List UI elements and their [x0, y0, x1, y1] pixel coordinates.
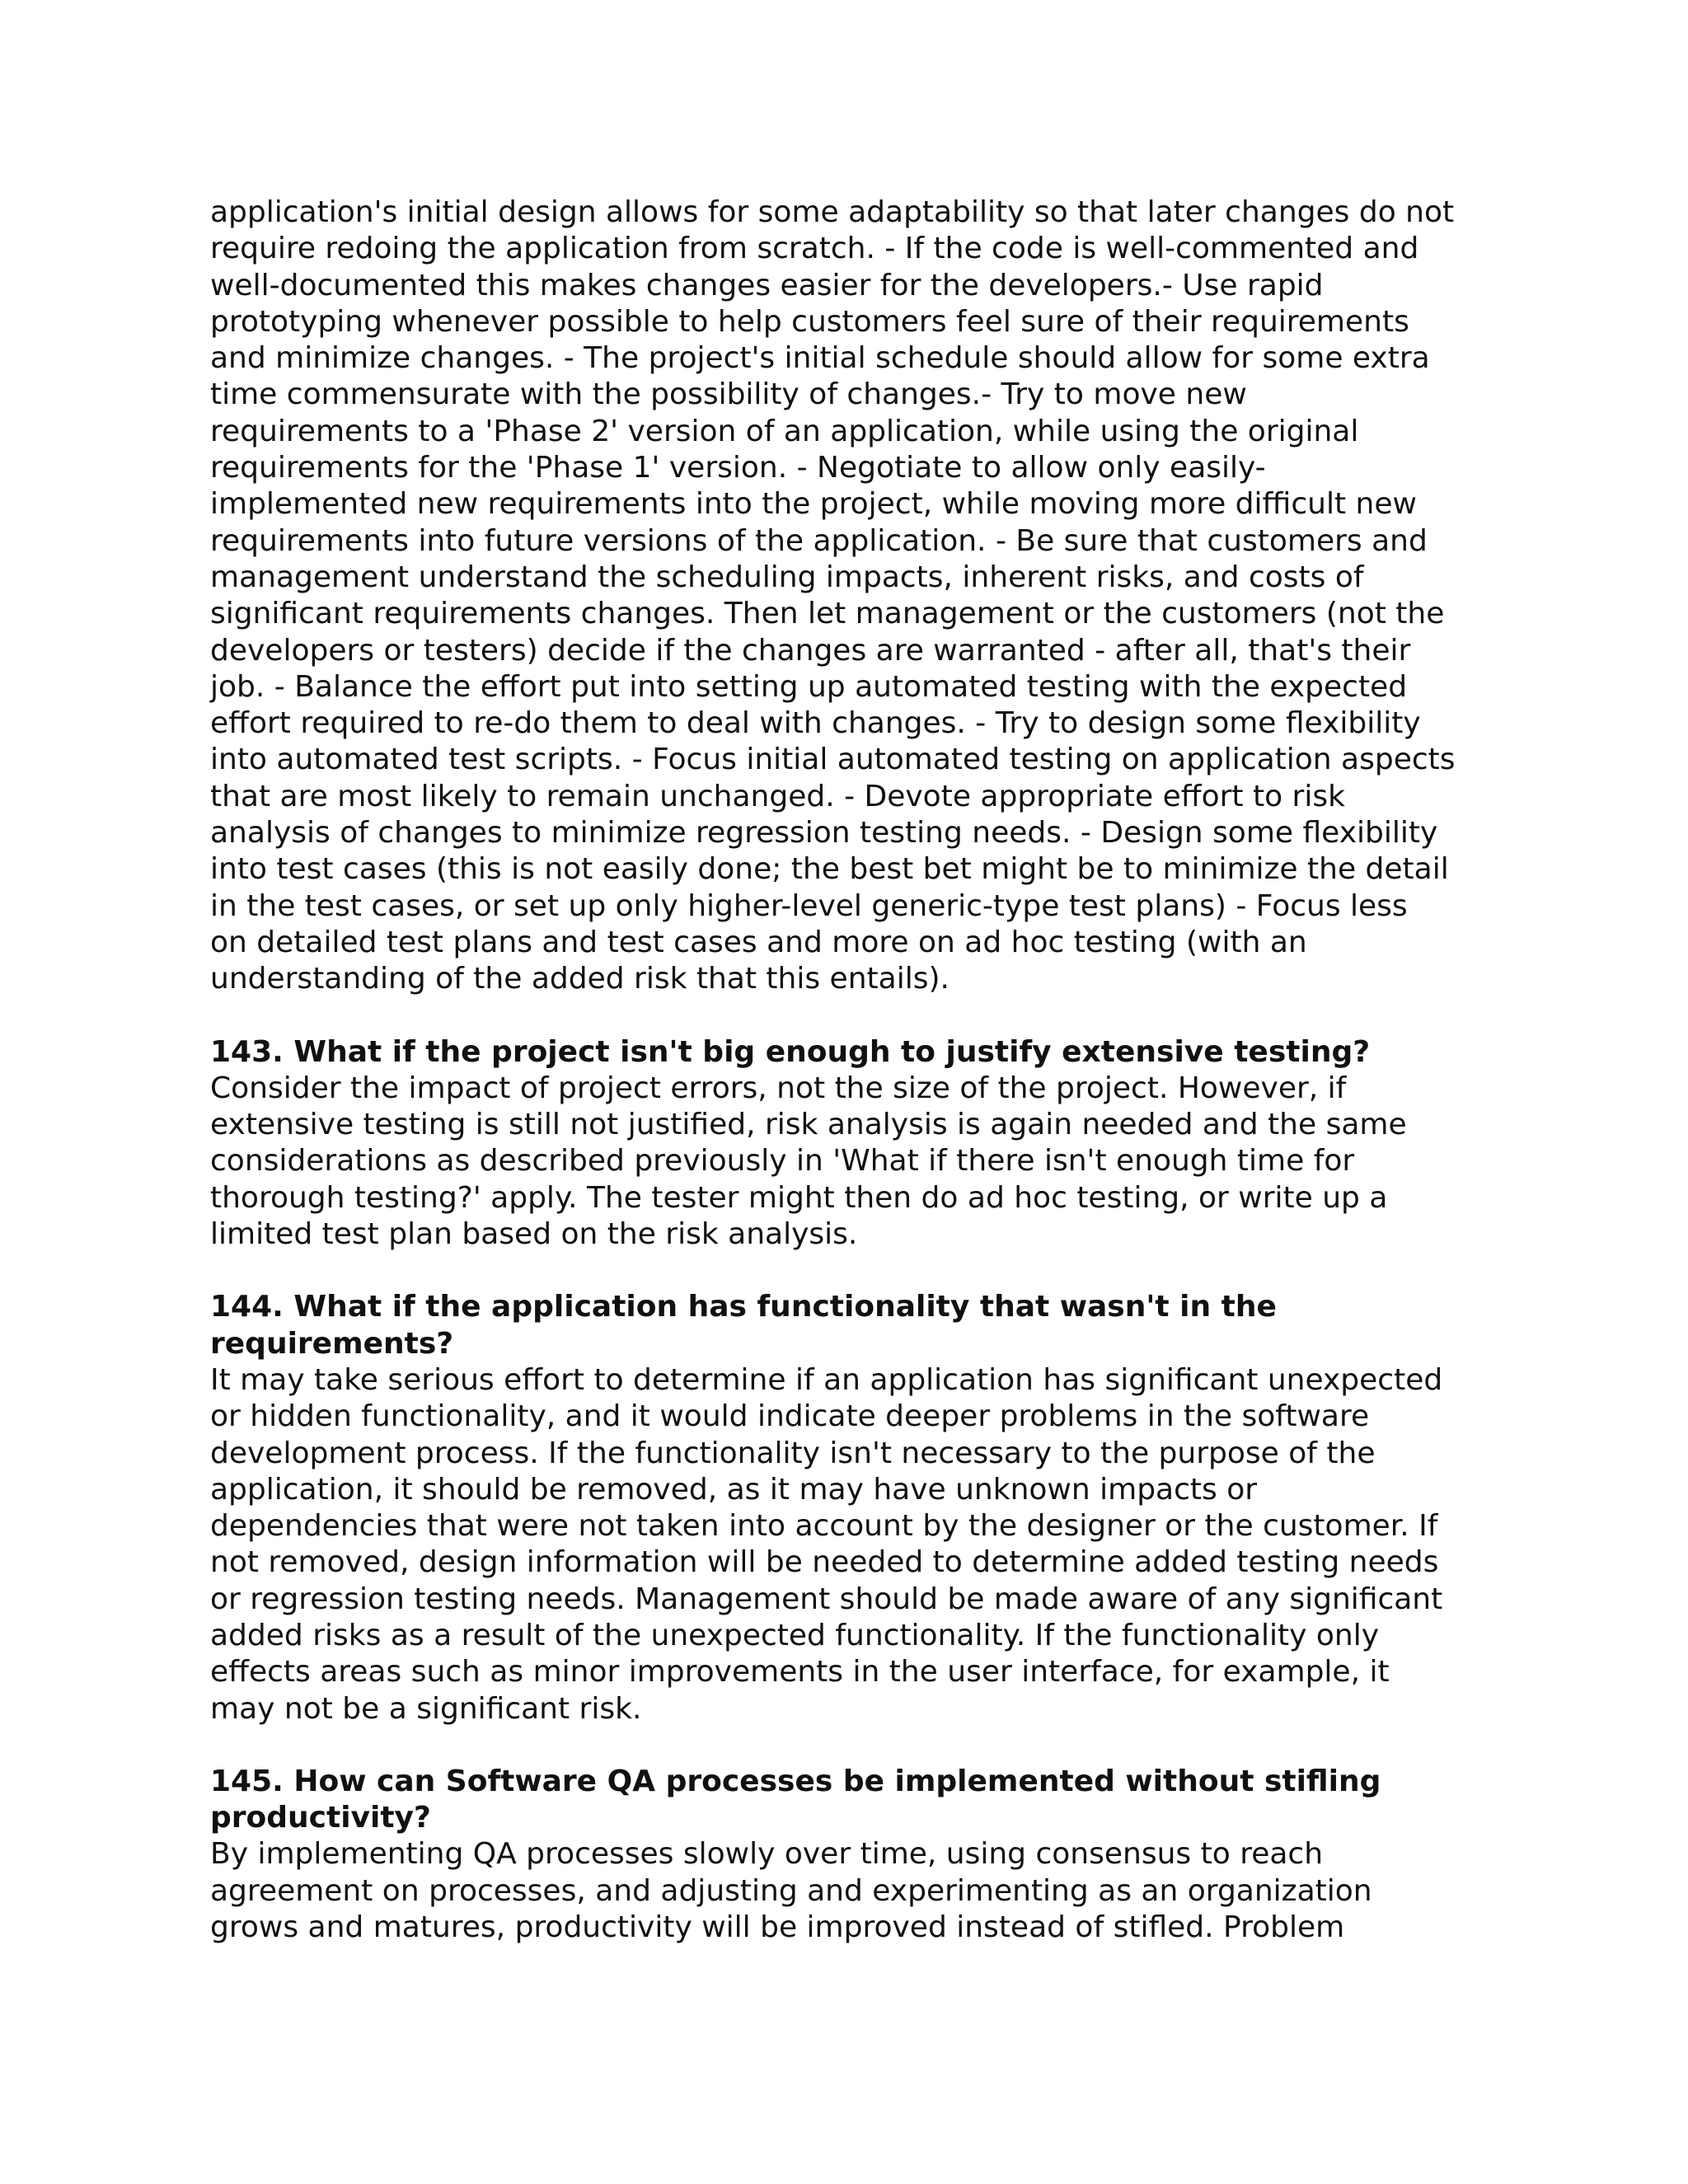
question-145-answer: By implementing QA processes slowly over time, using consensus to reach agreement on processes, and adjusting and experimenting as an organization grows and matures, productivity will be improved instead of stifled. Problem [210, 1837, 1372, 1945]
page-content [210, 194, 1496, 1946]
question-143-answer: Consider the impact of project errors, not the size of the project. However, if extensive testing is still not justified, risk analysis is again needed and the same considerations as described previously in 'What if there isn't enough time for thorough testing?' apply. The tester might then do ad hoc testing, or write up a limited test plan based on the risk analysis. [210, 1071, 1407, 1252]
question-144-answer: It may take serious effort to determine if an application has significant unexpected or hidden functionality, and it would indicate deeper problems in the software development process. If the functionality isn't necessary to the purpose of the application, it should be removed, as it may have unknown impacts or dependencies that were not taken into account by the designer or the customer. If not removed, design information will be needed to determine added testing needs or regression testing needs. Management should be made aware of any significant added risks as a result of the unexpected functionality. If the functionality only effects areas such as minor improvements in the user interface, for example, it may not be a significant risk. [210, 1362, 1443, 1726]
question-144-section [210, 1289, 1496, 1727]
question-145-heading: 145. How can Software QA processes be implemented without stifling productivity? [210, 1764, 1381, 1835]
question-145-section [210, 1764, 1496, 1946]
intro-paragraph: application's initial design allows for some adaptability so that later changes do not require redoing the application from scratch. - If the code is well-commented and well-documented this makes changes easier for the developers.- Use rapid prototyping whenever possible to help customers feel sure of their requirements and minimize changes. - The project's initial schedule should allow for some extra time commensurate with the possibility of changes.- Try to move new requirements to a 'Phase 2' version of an application, while using the original requirements for the 'Phase 1' version. - Negotiate to allow only easily- implemented new requirements into the project, while moving more difficult new requirements into future versions of the application. - Be sure that customers and management understand the scheduling impacts, inherent risks, and costs of significant requirements changes. Then let management or the customers (not the developers or testers) decide if the changes are warranted - after all, that's their job. - Balance the effort put into setting up automated testing with the expected effort required to re-do them to deal with changes. - Try to design some flexibility into automated test scripts. - Focus initial automated testing on application aspects that are most likely to remain unchanged. - Devote appropriate effort to risk analysis of changes to minimize regression testing needs. - Design some flexibility into test cases (this is not easily done; the best bet might be to minimize the detail in the test cases, or set up only higher-level generic-type test plans) - Focus less on detailed test plans and test cases and more on ad hoc testing (with an understanding of the added risk that this entails). [210, 195, 1456, 996]
question-143-heading: 143. What if the project isn't big enough to justify extensive testing? [210, 1034, 1371, 1069]
question-144-heading: 144. What if the application has functionality that wasn't in the requirements? [210, 1290, 1277, 1361]
question-143-section [210, 1034, 1496, 1254]
